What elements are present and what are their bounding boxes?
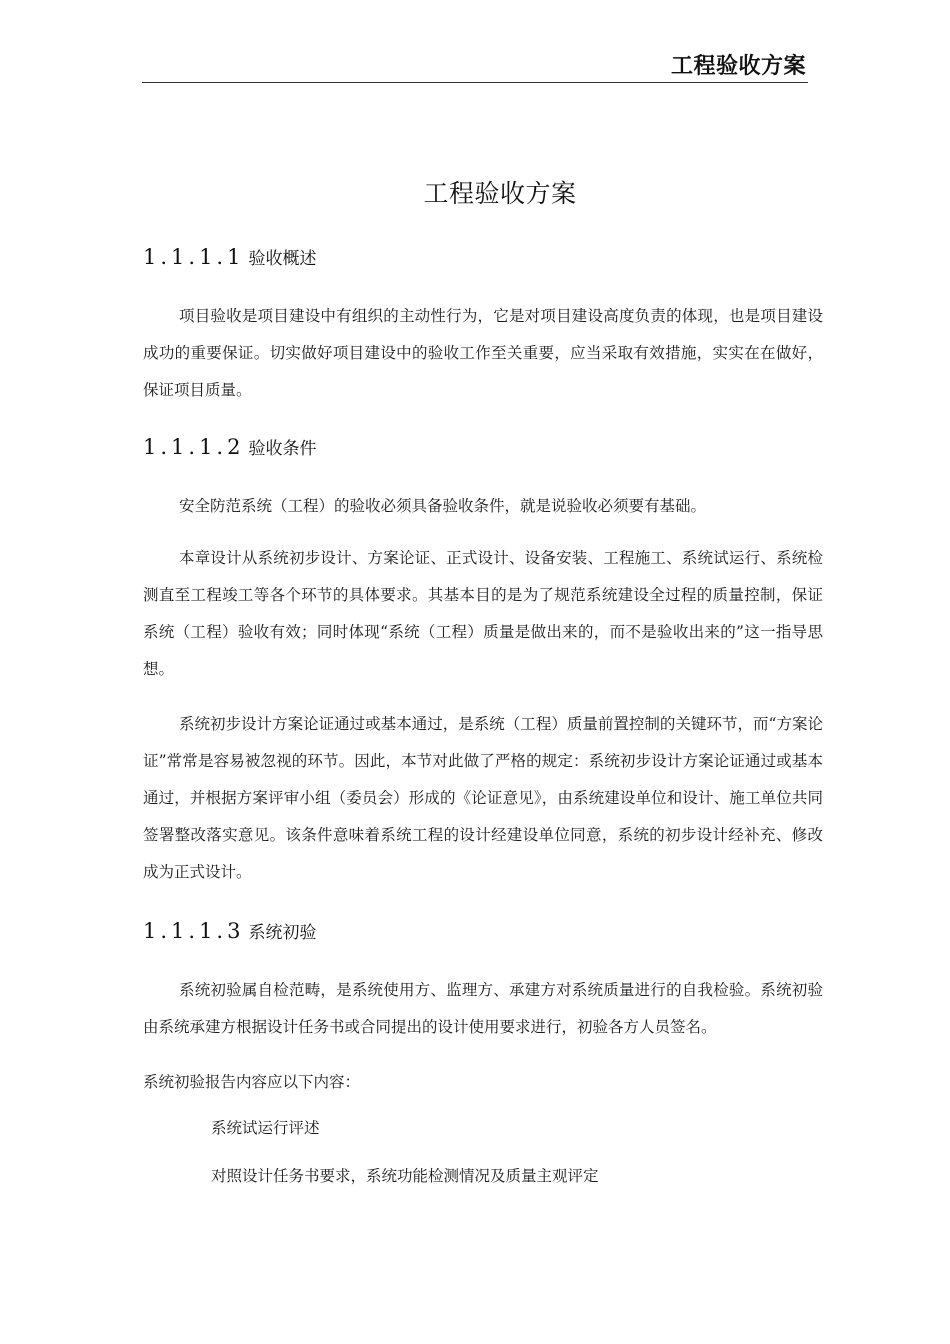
paragraph: 系统初验属自检范畴，是系统使用方、监理方、承建方对系统质量进行的自我检验。系统初验由系统承建方根据设计任务书或合同提出的设计使用要求进行，初验各方人员签名。 — [143, 981, 823, 1036]
list-item: 对照设计任务书要求，系统功能检测情况及质量主观评定 — [211, 1167, 599, 1185]
section-title: 系统初验 — [248, 923, 317, 943]
list-item: 系统试运行评述 — [211, 1119, 320, 1137]
paragraph: 安全防范系统（工程）的验收必须具备验收条件，就是说验收必须要有基础。 — [179, 497, 707, 515]
section-title: 验收条件 — [248, 439, 317, 459]
section-number: 1.1.1.1 — [143, 245, 245, 269]
paragraph: 系统初步设计方案论证通过或基本通过，是系统（工程）质量前置控制的关键环节，而“方案论证”常常是容易被忽视的环节。因此，本节对此做了严格的规定：系统初步设计方案论证通过或基本通过，并根据方案评审小组（委员会）形成的《论证意见》，由系统建设单位和设计、施工单位共同签署整改落实意见。该条件意味着系统工程的设计经建设单位同意，系统的初步设计经补充、修改成为正式设计。 — [143, 715, 823, 881]
paragraph: 系统初验报告内容应以下内容： — [143, 1073, 361, 1091]
section-title: 验收概述 — [248, 249, 317, 269]
section-number: 1.1.1.2 — [143, 435, 245, 459]
section-number: 1.1.1.3 — [143, 919, 245, 943]
section-heading-3 — [143, 918, 316, 943]
header-title: 工程验收方案 — [670, 54, 806, 79]
document-title: 工程验收方案 — [423, 179, 577, 208]
paragraph: 本章设计从系统初步设计、方案论证、正式设计、设备安装、工程施工、系统试运行、系统检测直至工程竣工等各个环节的具体要求。其基本目的是为了规范系统建设全过程的质量控制，保证系统（工程）验收有效；同时体现“系统（工程）质量是做出来的，而不是验收出来的”这一指导思想。 — [143, 549, 823, 678]
page-header — [142, 46, 808, 83]
section-heading-1 — [143, 244, 316, 269]
section-heading-2 — [143, 434, 316, 459]
paragraph: 项目验收是项目建设中有组织的主动性行为，它是对项目建设高度负责的体现，也是项目建设成功的重要保证。切实做好项目建设中的验收工作至关重要，应当采取有效措施，实实在在做好，保证项目质量。 — [143, 307, 823, 399]
